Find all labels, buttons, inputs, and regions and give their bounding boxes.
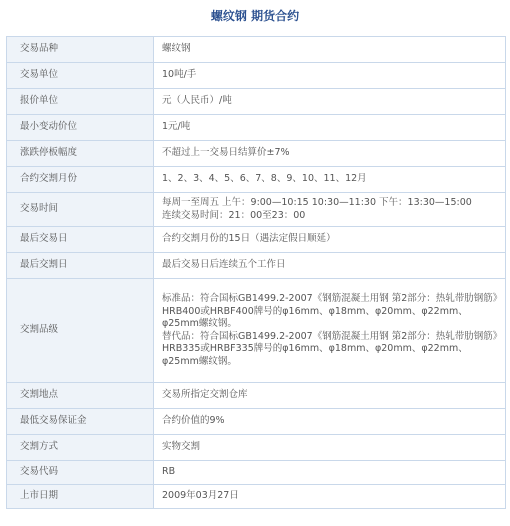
table-row	[7, 63, 506, 89]
value-text: 10吨/手	[162, 69, 197, 81]
row-value	[154, 141, 506, 167]
table-row	[7, 485, 506, 509]
row-value	[154, 461, 506, 485]
row-label: 交易单位	[7, 63, 154, 89]
table-row	[7, 141, 506, 167]
row-value	[154, 167, 506, 193]
row-label: 报价单位	[7, 89, 154, 115]
row-value	[154, 279, 506, 383]
contract-spec-table	[6, 36, 506, 509]
row-value	[154, 227, 506, 253]
row-value	[154, 485, 506, 509]
row-label: 交易品种	[7, 37, 154, 63]
table-row	[7, 193, 506, 227]
row-label: 交割地点	[7, 383, 154, 409]
row-label: 合约交割月份	[7, 167, 154, 193]
page-title: 螺纹钢 期货合约	[210, 9, 300, 23]
value-text: 标准品：符合国标GB1499.2-2007《钢筋混凝土用钢 第2部分：热轧带肋钢筋》HRB400或HRBF400牌号的φ16mm、φ18mm、φ20mm、φ22mm、φ25mm螺纹钢。	[162, 293, 498, 329]
table-row	[7, 279, 506, 383]
row-label: 上市日期	[7, 485, 154, 509]
value-text: 实物交割	[162, 441, 201, 453]
value-text: 替代品：符合国标GB1499.2-2007《钢筋混凝土用钢 第2部分：热轧带肋钢筋》HRB335或HRBF335牌号的φ16mm、φ18mm、φ20mm、φ22mm、φ25mm螺纹钢。	[162, 330, 498, 367]
row-value	[154, 253, 506, 279]
row-value	[154, 435, 506, 461]
table-row	[7, 89, 506, 115]
row-label: 交割方式	[7, 435, 154, 461]
row-label: 最后交割日	[7, 253, 154, 279]
value-text: 螺纹钢	[162, 43, 191, 55]
row-value	[154, 37, 506, 63]
row-label: 最后交易日	[7, 227, 154, 253]
value-text: 1、2、3、4、5、6、7、8、9、10、11、12月	[162, 173, 367, 185]
row-value	[154, 115, 506, 141]
value-text: 最后交易日后连续五个工作日	[162, 259, 286, 271]
value-text: 合约交割月份的15日（遇法定假日顺延）	[162, 233, 336, 245]
table-row	[7, 253, 506, 279]
value-text: 每周一至周五 上午：9:00—10:15 10:30—11:30 下午：13:30—15:00	[162, 197, 472, 208]
row-label: 交易代码	[7, 461, 154, 485]
value-text: RB	[162, 466, 176, 478]
table-row	[7, 37, 506, 63]
row-value	[154, 409, 506, 435]
row-label: 最低交易保证金	[7, 409, 154, 435]
row-value	[154, 193, 506, 227]
value-text: 不超过上一交易日结算价±7%	[162, 147, 290, 159]
row-value	[154, 383, 506, 409]
value-text: 1元/吨	[162, 121, 191, 133]
table-row	[7, 167, 506, 193]
table-row	[7, 435, 506, 461]
row-label: 涨跌停板幅度	[7, 141, 154, 167]
row-label: 交割品级	[7, 279, 154, 383]
value-text: 连续交易时间：21：00至23：00	[162, 209, 306, 221]
table-row	[7, 409, 506, 435]
row-value	[154, 89, 506, 115]
table-row	[7, 383, 506, 409]
value-text: 交易所指定交割仓库	[162, 389, 248, 401]
value-text: 元（人民币）/吨	[162, 95, 232, 107]
value-text: 合约价值的9%	[162, 415, 225, 427]
table-row	[7, 227, 506, 253]
row-value	[154, 63, 506, 89]
row-label: 最小变动价位	[7, 115, 154, 141]
value-text: 2009年03月27日	[162, 490, 239, 502]
table-row	[7, 461, 506, 485]
table-row	[7, 115, 506, 141]
row-label: 交易时间	[7, 193, 154, 227]
